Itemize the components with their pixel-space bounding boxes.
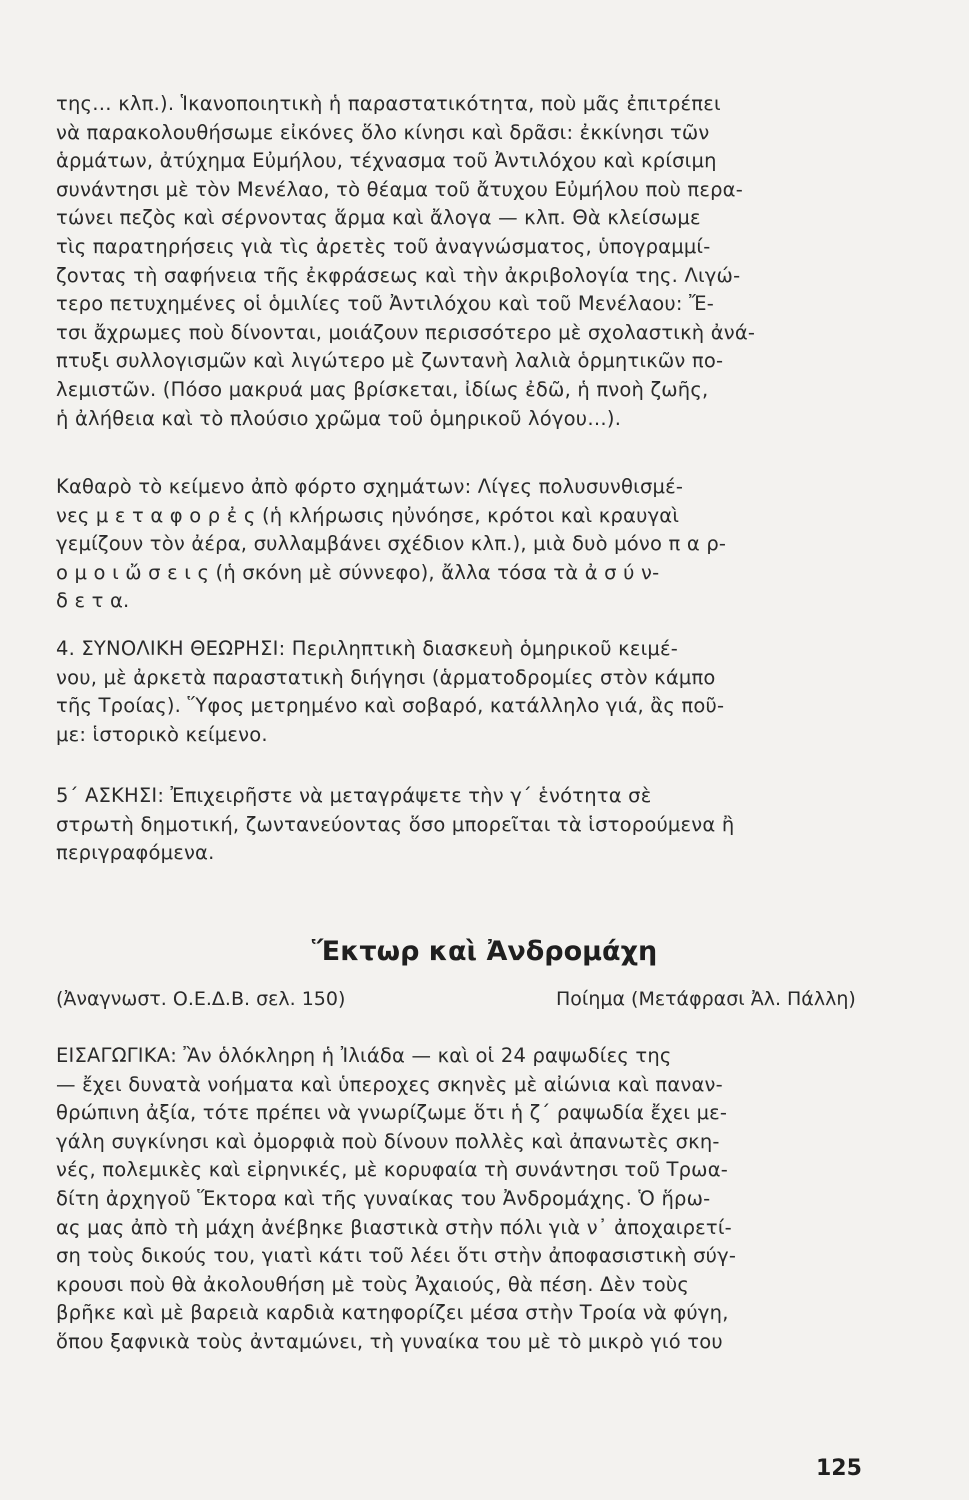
- text-line: νες μ ε τ α φ ο ρ ἐ ς (ἡ κλήρωσις ηὐνόησε, κρότοι καὶ κραυγαὶ: [56, 503, 680, 527]
- page-number: 125: [816, 1456, 862, 1481]
- text-line: Καθαρὸ τὸ κείμενο ἀπὸ φόρτο σχημάτων: Λίγες πολυσυνθισμέ-: [56, 475, 684, 498]
- text-line: της… κλπ.). Ἱκανοποιητικὴ ἡ παραστατικότητα, ποὺ μᾶς ἐπιτρέπει: [56, 92, 721, 115]
- text-line: τῆς Τροίας). Ὕφος μετρημένο καὶ σοβαρό, κατάλληλο γιά, ἂς ποῦ-: [56, 694, 725, 718]
- text-line: ας μας ἀπὸ τὴ μάχη ἀνέβηκε βιαστικὰ στὴν πόλι γιὰ ν᾽ ἀποχαιρετί-: [56, 1215, 732, 1239]
- text-line: ἁρμάτων, ἀτύχημα Εὐμήλου, τέχνασμα τοῦ Ἀντιλόχου καὶ κρίσιμη: [56, 149, 717, 173]
- poem-translation-credit: Ποίημα (Μετάφρασι Ἀλ. Πάλλη): [556, 988, 856, 1010]
- text-line: κρουσι ποὺ θὰ ἀκολουθήση μὲ τοὺς Ἀχαιούς, θὰ πέση. Δὲν τοὺς: [56, 1272, 690, 1296]
- text-line: — ἔχει δυνατὰ νοήματα καὶ ὑπεροχες σκηνὲς μὲ αἰώνια καὶ παναν-: [56, 1072, 723, 1096]
- text-line: νὰ παρακολουθήσωμε εἰκόνες ὅλο κίνησι καὶ δρᾶσι: ἐκκίνησι τῶν: [56, 120, 710, 144]
- text-line: νου, μὲ ἀρκετὰ παραστατικὴ διήγησι (ἁρματοδρομίες στὸν κάμπο: [56, 665, 716, 689]
- text-line: πτυξι συλλογισμῶν καὶ λιγώτερο μὲ ζωντανὴ λαλιὰ ὁρμητικῶν πο-: [56, 349, 724, 373]
- paragraph-introduction: [56, 1042, 866, 1357]
- text-line: ὅπου ξαφνικὰ τοὺς ἀνταμώνει, τὴ γυναίκα του μὲ τὸ μικρὸ γιό του: [56, 1329, 723, 1353]
- paragraph-overall-view: [56, 635, 866, 749]
- text-line: γεμίζουν τὸν ἀέρα, συλλαμβάνει σχέδιον κλπ.), μιὰ δυὸ μόνο π α ρ-: [56, 532, 727, 556]
- text-line: περιγραφόμενα.: [56, 841, 215, 865]
- text-line: γάλη συγκίνησι καὶ ὀμορφιὰ ποὺ δίνουν πολλὲς καὶ ἀπανωτὲς σκη-: [56, 1129, 720, 1153]
- text-line: θρώπινη ἀξία, τότε πρέπει νὰ γνωρίζωμε ὅτι ἡ ζ΄ ραψωδία ἔχει με-: [56, 1101, 728, 1125]
- text-line: τώνει πεζὸς καὶ σέρνοντας ἅρμα καὶ ἄλογα — κλπ. Θὰ κλείσωμε: [56, 206, 701, 230]
- text-line: ΕΙΣΑΓΩΓΙΚΑ: Ἂν ὁλόκληρη ἡ Ἰλιάδα — καὶ οἱ 24 ραψωδίες της: [56, 1044, 672, 1067]
- text-line: ἡ ἀλήθεια καὶ τὸ πλούσιο χρῶμα τοῦ ὁμηρικοῦ λόγου…).: [56, 406, 622, 430]
- text-line: δίτη ἀρχηγοῦ Ἕκτορα καὶ τῆς γυναίκας του Ἀνδρομάχης. Ὁ ἥρω-: [56, 1186, 711, 1210]
- text-line: τὶς παρατηρήσεις γιὰ τὶς ἀρετὲς τοῦ ἀναγνώσματος, ὑπογραμμί-: [56, 234, 711, 258]
- section-title: Ἕκτωρ καὶ Ἀνδρομάχη: [311, 936, 658, 967]
- text-line: στρωτὴ δημοτική, ζωντανεύοντας ὅσο μπορεῖται τὰ ἱστορούμενα ἢ: [56, 812, 735, 836]
- text-line: τερο πετυχημένες οἱ ὁμιλίες τοῦ Ἀντιλόχου καὶ τοῦ Μενέλαου: Ἔ-: [56, 292, 715, 316]
- text-line: νές, πολεμικὲς καὶ εἰρηνικές, μὲ κορυφαία τὴ συνάντησι τοῦ Τρωα-: [56, 1158, 728, 1182]
- text-line: 5΄ ΑΣΚΗΣΙ: Ἐπιχειρῆστε νὰ μεταγράψετε τὴν γ΄ ἑνότητα σὲ: [56, 784, 652, 807]
- text-line: λεμιστῶν. (Πόσο μακρυά μας βρίσκεται, ἰδίως ἐδῶ, ἡ πνοὴ ζωῆς,: [56, 377, 709, 401]
- text-line: συνάντησι μὲ τὸν Μενέλαο, τὸ θέαμα τοῦ ἄτυχου Εὐμήλου ποὺ περα-: [56, 177, 743, 201]
- text-line: ζοντας τὴ σαφήνεια τῆς ἐκφράσεως καὶ τὴν ἀκριβολογία της. Λιγώ-: [56, 263, 741, 287]
- paragraph-style: [56, 473, 866, 616]
- text-line: 4. ΣΥΝΟΛΙΚΗ ΘΕΩΡΗΣΙ: Περιληπτικὴ διασκευὴ ὁμηρικοῦ κειμέ-: [56, 637, 678, 660]
- source-reference: (Ἀναγνωστ. Ο.Ε.Δ.Β. σελ. 150): [56, 988, 346, 1010]
- paragraph-exercise: [56, 782, 866, 868]
- text-line: ση τοὺς δικούς του, γιατὶ κάτι τοῦ λέει ὅτι στὴν ἀποφασιστικὴ σύγ-: [56, 1244, 737, 1268]
- text-line: ο μ ο ι ὤ σ ε ι ς (ἡ σκόνη μὲ σύννεφο), ἄλλα τόσα τὰ ἀ σ ύ ν-: [56, 560, 660, 584]
- text-line: τσι ἄχρωμες ποὺ δίνονται, μοιάζουν περισσότερο μὲ σχολαστικὴ ἀνά-: [56, 320, 756, 344]
- text-line: βρῆκε καὶ μὲ βαρειὰ καρδιὰ κατηφορίζει μέσα στὴν Τροία νὰ φύγη,: [56, 1301, 729, 1325]
- text-line: δ ε τ α.: [56, 589, 130, 613]
- paragraph-commentary: [56, 90, 866, 433]
- text-line: με: ἱστορικὸ κείμενο.: [56, 722, 268, 746]
